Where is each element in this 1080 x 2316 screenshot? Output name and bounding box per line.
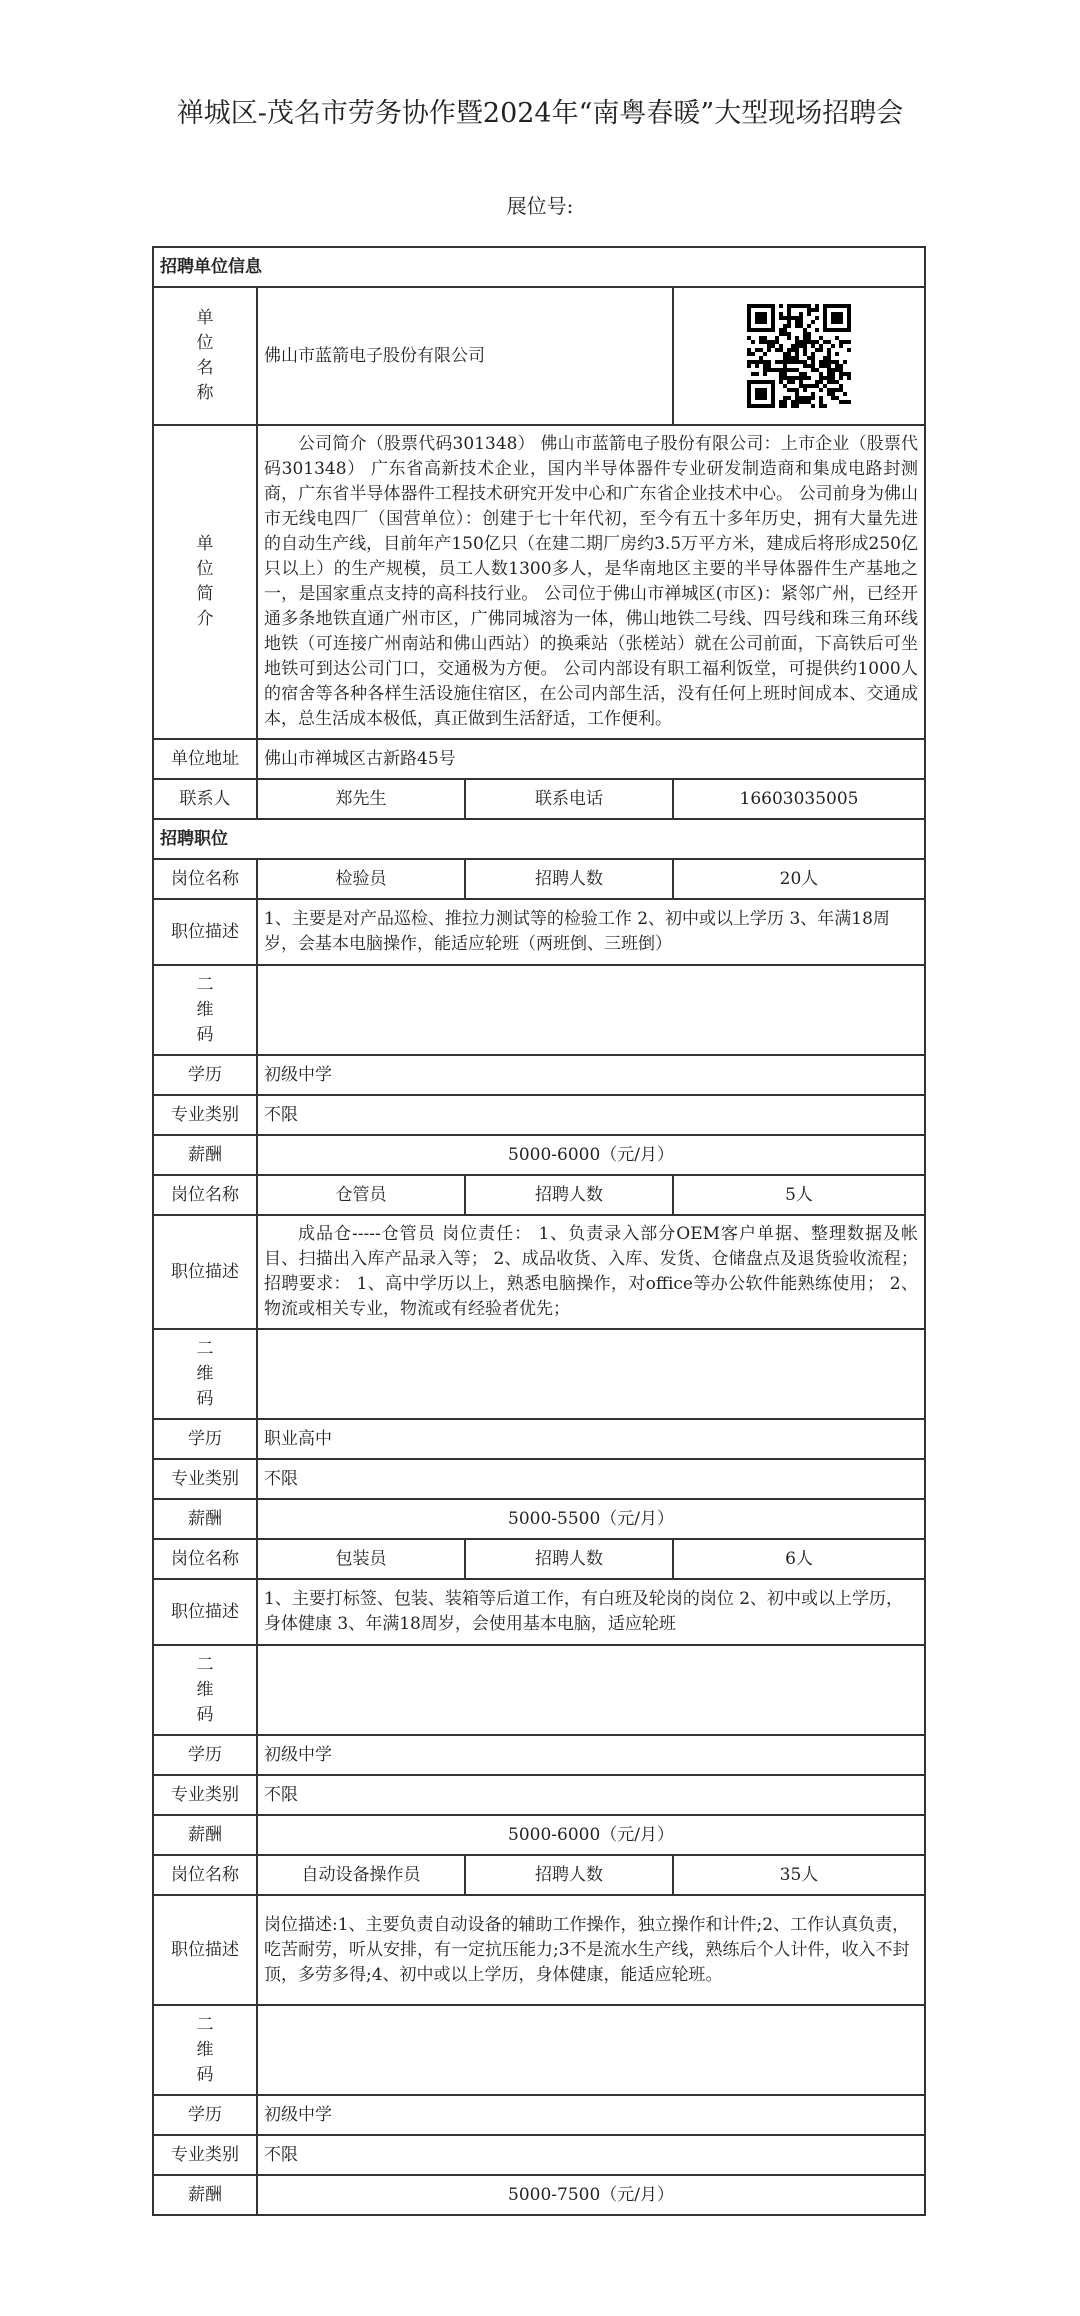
count-label: 招聘人数: [465, 1539, 673, 1579]
company-intro-label: 单 位 简 介: [153, 425, 257, 739]
job-position-name: 仓管员: [257, 1175, 465, 1215]
job-headcount: 5人: [673, 1175, 925, 1215]
booth-number-label: 展位号:: [506, 194, 574, 218]
section-title: 招聘单位信息: [153, 247, 925, 287]
job-qr-area: [257, 2005, 925, 2095]
phone-label: 联系电话: [465, 779, 673, 819]
job-qr-area: [257, 965, 925, 1055]
job-major-row: [153, 1095, 925, 1135]
job-headcount: 35人: [673, 1855, 925, 1895]
count-label: 招聘人数: [465, 1175, 673, 1215]
company-section-header: [153, 247, 925, 287]
job-qr-row: [153, 1329, 925, 1419]
salary-label: 薪酬: [153, 1499, 257, 1539]
company-intro: 公司简介（股票代码301348） 佛山市蓝箭电子股份有限公司：上市企业（股票代码301348） 广东省高新技术企业，国内半导体器件专业研发制造商和集成电路封测商，广东省半导体器件工程技术研究开发中心和广东省企业技术中心。 公司前身为佛山市无线电四厂（国营单位）：创建于七十年代初，至今有五十多年历史，拥有大量先进的自动生产线，目前年产150亿只（在建二期厂房约3.5万平方米，建成后将形成250亿只以上）的生产规模，员工人数1300多人，是华南地区主要的半导体器件生产基地之一，是国家重点支持的高科技行业。 公司位于佛山市禅城区(市区)：紧邻广州，已经开通多条地铁直通广州市区，广佛同城溶为一体，佛山地铁二号线、四号线和珠三角环线地铁（可连接广州南站和佛山西站）的换乘站（张槎站）就在公司前面，下高铁后可坐地铁可到达公司门口，交通极为方便。 公司内部设有职工福利饭堂，可提供约1000人的宿舍等各种各样生活设施住宿区，在公司内部生活，没有任何上班时间成本、交通成本，总生活成本极低，真正做到生活舒适，工作便利。: [257, 425, 925, 739]
salary-label: 薪酬: [153, 2175, 257, 2215]
education-label: 学历: [153, 1419, 257, 1459]
page-title: 禅城区-茂名市劳务协作暨2024年“南粤春暖”大型现场招聘会: [176, 98, 904, 129]
job-description-row: [153, 1895, 925, 2005]
qr-code-icon: [747, 304, 851, 408]
position-label: 岗位名称: [153, 1539, 257, 1579]
description-label: 职位描述: [153, 1579, 257, 1645]
salary-label: 薪酬: [153, 1135, 257, 1175]
company-intro-row: [153, 425, 925, 739]
company-address-row: [153, 739, 925, 779]
job-position-row: [153, 1539, 925, 1579]
description-label: 职位描述: [153, 1895, 257, 2005]
qr-label: 二 维 码: [153, 2005, 257, 2095]
job-qr-row: [153, 2005, 925, 2095]
job-major: 不限: [257, 1775, 925, 1815]
section-title: 招聘职位: [153, 819, 925, 859]
qr-label: 二 维 码: [153, 1645, 257, 1735]
job-position-row: [153, 1175, 925, 1215]
job-position-row: [153, 859, 925, 899]
job-salary: 5000-6000（元/月）: [257, 1815, 925, 1855]
description-label: 职位描述: [153, 1215, 257, 1329]
job-education-row: [153, 1735, 925, 1775]
job-education: 初级中学: [257, 1735, 925, 1775]
job-major-row: [153, 1459, 925, 1499]
job-description-row: [153, 1215, 925, 1329]
education-label: 学历: [153, 1735, 257, 1775]
position-label: 岗位名称: [153, 1855, 257, 1895]
address-label: 单位地址: [153, 739, 257, 779]
job-description: 1、主要打标签、包装、装箱等后道工作，有白班及轮岗的岗位 2、初中或以上学历，身体健康 3、年满18周岁，会使用基本电脑，适应轮班: [257, 1579, 925, 1645]
job-position-row: [153, 1855, 925, 1895]
company-name: 佛山市蓝箭电子股份有限公司: [257, 287, 673, 425]
qr-label: 二 维 码: [153, 1329, 257, 1419]
job-major: 不限: [257, 1459, 925, 1499]
job-salary-row: [153, 1815, 925, 1855]
job-salary-row: [153, 1135, 925, 1175]
job-education-row: [153, 1419, 925, 1459]
job-salary: 5000-5500（元/月）: [257, 1499, 925, 1539]
job-position-name: 检验员: [257, 859, 465, 899]
job-education: 初级中学: [257, 1055, 925, 1095]
qr-label: 二 维 码: [153, 965, 257, 1055]
company-name-row: [153, 287, 925, 425]
major-label: 专业类别: [153, 1095, 257, 1135]
contact-person: 郑先生: [257, 779, 465, 819]
job-major-row: [153, 2135, 925, 2175]
job-salary-row: [153, 1499, 925, 1539]
job-major-row: [153, 1775, 925, 1815]
position-label: 岗位名称: [153, 859, 257, 899]
job-salary: 5000-7500（元/月）: [257, 2175, 925, 2215]
major-label: 专业类别: [153, 1459, 257, 1499]
job-description-row: [153, 899, 925, 965]
company-name-label: 单 位 名 称: [153, 287, 257, 425]
company-qr-code: [673, 287, 925, 425]
description-label: 职位描述: [153, 899, 257, 965]
major-label: 专业类别: [153, 1775, 257, 1815]
jobs-section-header: [153, 819, 925, 859]
job-salary-row: [153, 2175, 925, 2215]
job-position-name: 包装员: [257, 1539, 465, 1579]
job-qr-row: [153, 1645, 925, 1735]
job-education: 初级中学: [257, 2095, 925, 2135]
job-major: 不限: [257, 2135, 925, 2175]
recruitment-form: [152, 246, 926, 2216]
job-education-row: [153, 2095, 925, 2135]
job-description: 岗位描述:1、主要负责自动设备的辅助工作操作，独立操作和计件;2、工作认真负责，吃苦耐劳，听从安排，有一定抗压能力;3不是流水生产线，熟练后个人计件，收入不封顶，多劳多得;4、初中或以上学历，身体健康，能适应轮班。: [257, 1895, 925, 2005]
salary-label: 薪酬: [153, 1815, 257, 1855]
contact-phone: 16603035005: [673, 779, 925, 819]
contact-row: [153, 779, 925, 819]
job-qr-row: [153, 965, 925, 1055]
job-position-name: 自动设备操作员: [257, 1855, 465, 1895]
position-label: 岗位名称: [153, 1175, 257, 1215]
education-label: 学历: [153, 2095, 257, 2135]
job-education: 职业高中: [257, 1419, 925, 1459]
education-label: 学历: [153, 1055, 257, 1095]
company-address: 佛山市禅城区古新路45号: [257, 739, 925, 779]
job-salary: 5000-6000（元/月）: [257, 1135, 925, 1175]
job-headcount: 6人: [673, 1539, 925, 1579]
job-major: 不限: [257, 1095, 925, 1135]
job-description-row: [153, 1579, 925, 1645]
major-label: 专业类别: [153, 2135, 257, 2175]
count-label: 招聘人数: [465, 859, 673, 899]
job-qr-area: [257, 1645, 925, 1735]
job-education-row: [153, 1055, 925, 1095]
job-headcount: 20人: [673, 859, 925, 899]
job-qr-area: [257, 1329, 925, 1419]
job-description: 成品仓-----仓管员 岗位责任： 1、负责录入部分OEM客户单据、整理数据及帐目、扫描出入库产品录入等； 2、成品收货、入库、发货、仓储盘点及退货验收流程； 招聘要求： 1、高中学历以上，熟悉电脑操作，对office等办公软件能熟练使用； 2、物流或相关专业，物流或有经验者优先；: [257, 1215, 925, 1329]
contact-label: 联系人: [153, 779, 257, 819]
job-description: 1、主要是对产品巡检、推拉力测试等的检验工作 2、初中或以上学历 3、年满18周岁，会基本电脑操作，能适应轮班（两班倒、三班倒）: [257, 899, 925, 965]
count-label: 招聘人数: [465, 1855, 673, 1895]
